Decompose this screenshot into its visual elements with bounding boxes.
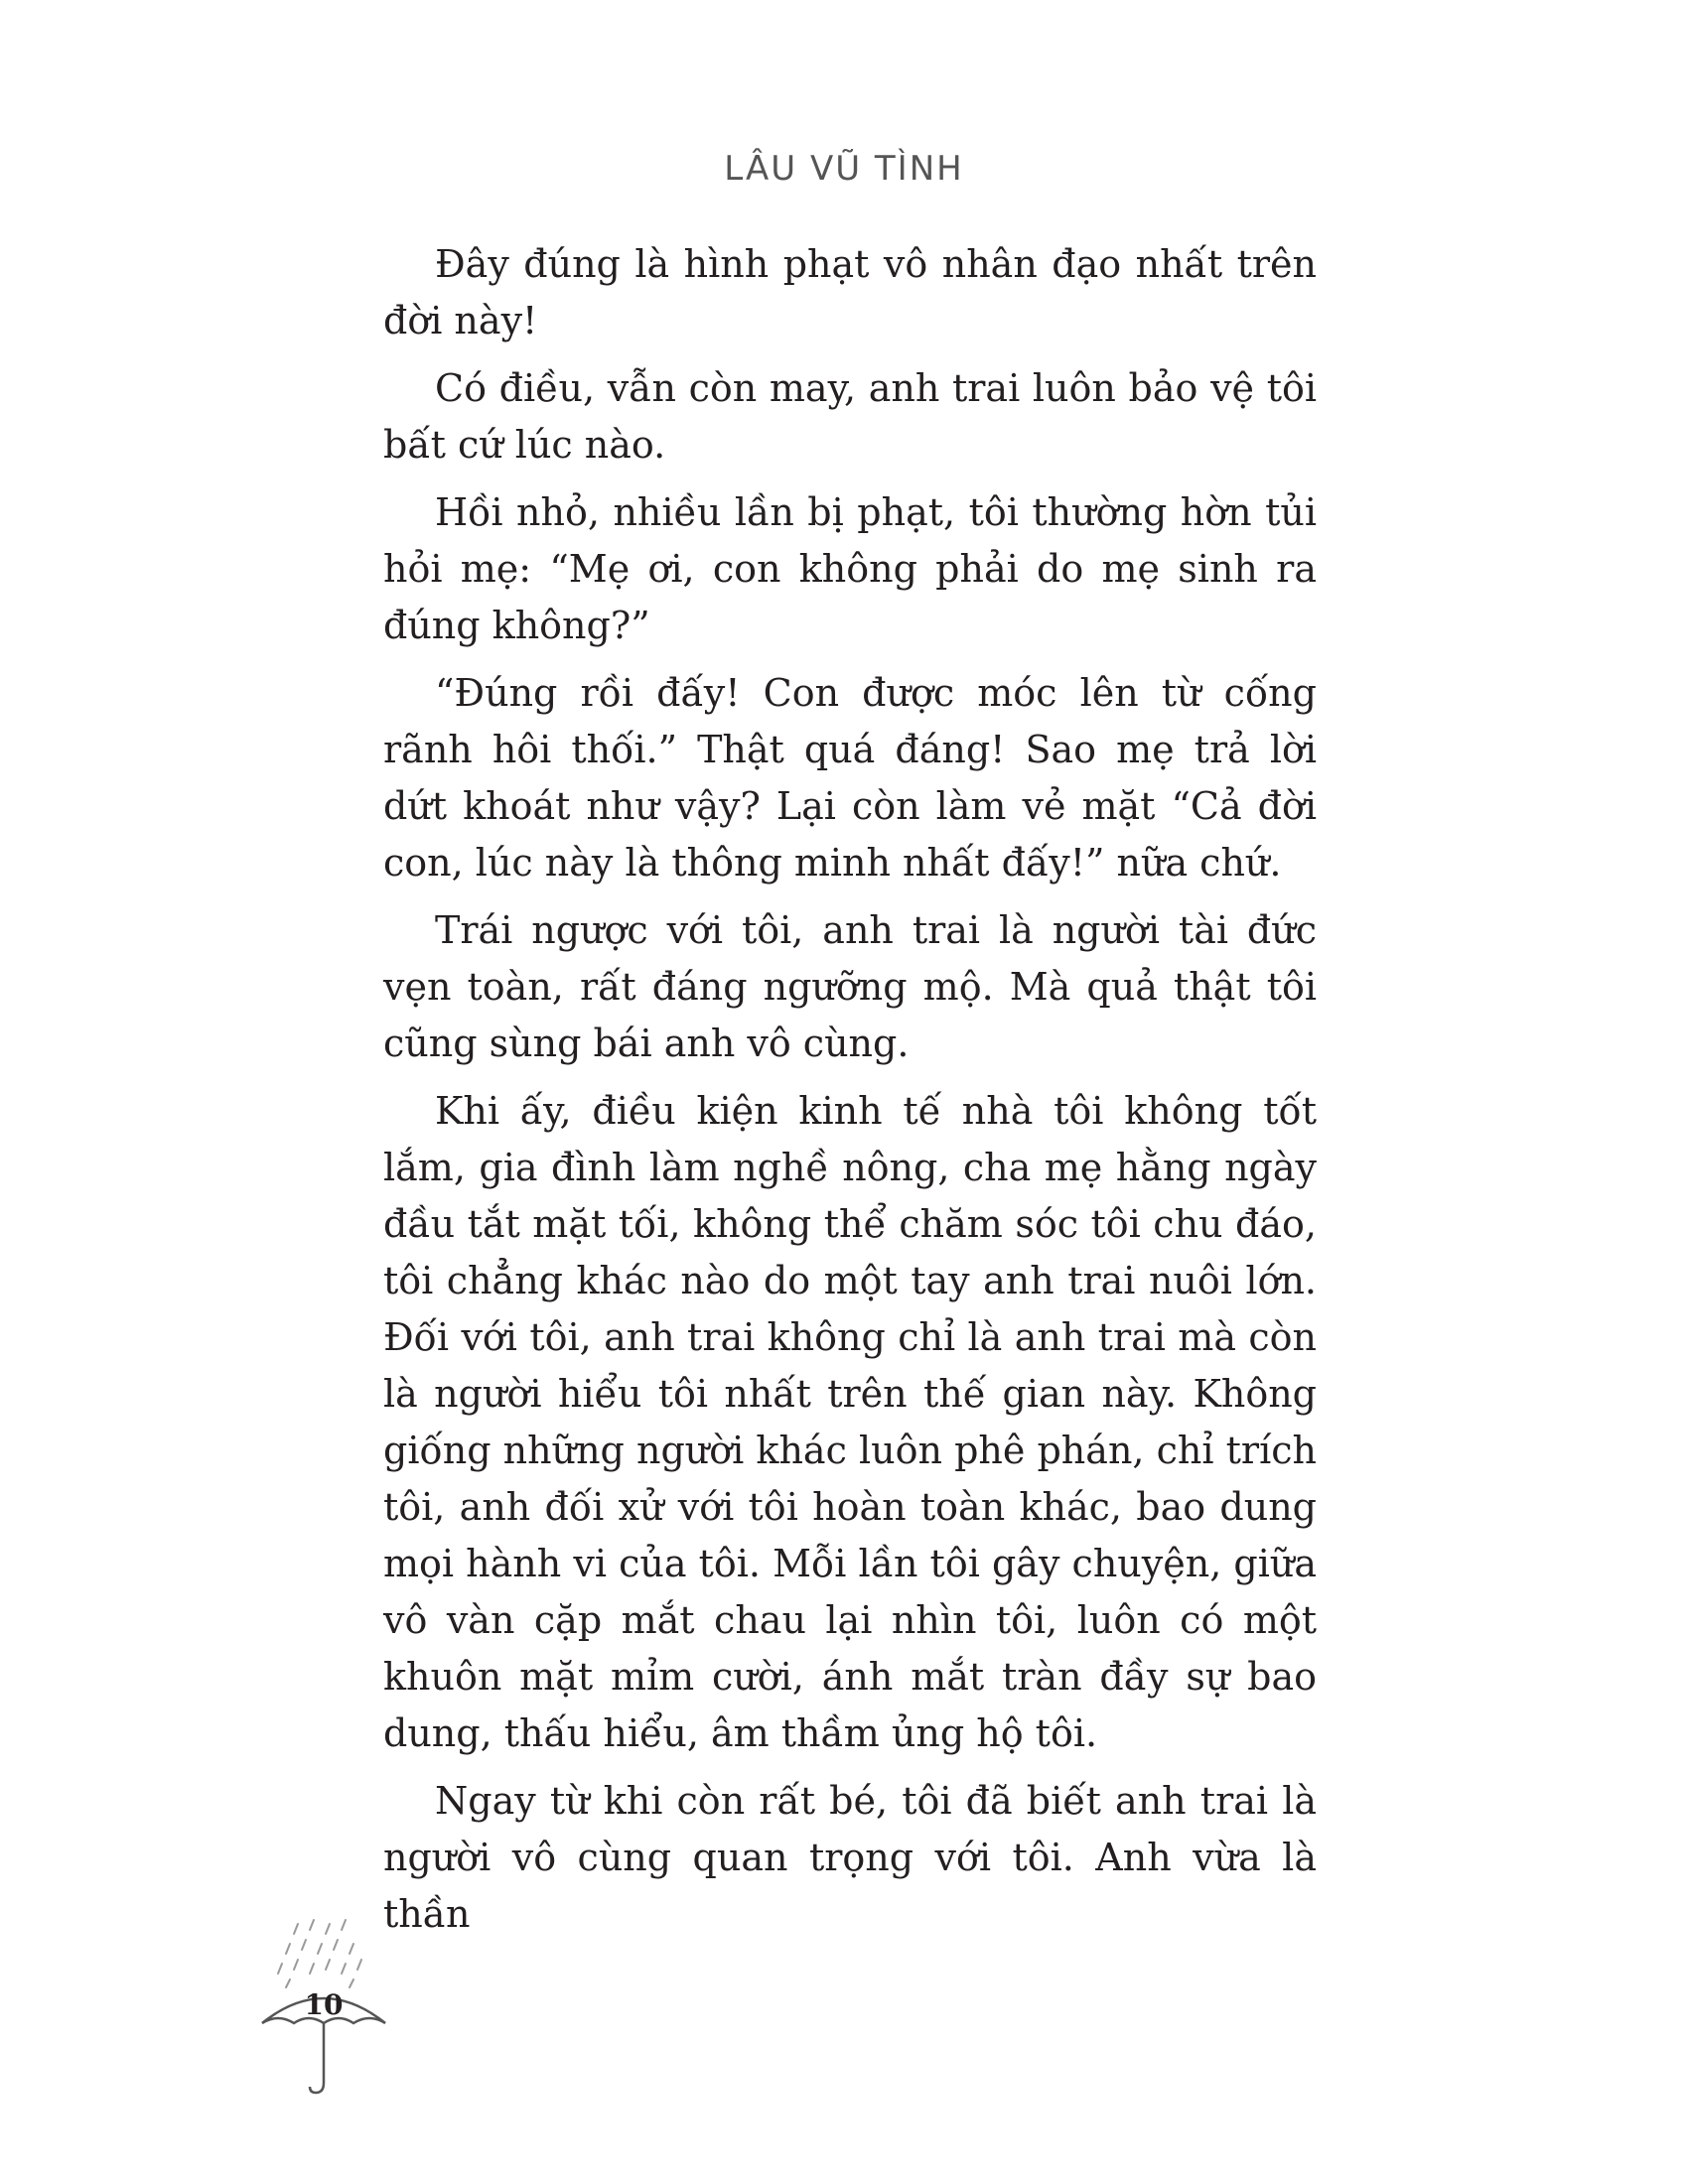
paragraph: “Đúng rồi đấy! Con được móc lên từ cống rãnh hôi thối.” Thật quá đáng! Sao mẹ trả lời dứt khoát như vậy? Lại còn làm vẻ mặt “Cả đời con, lúc này là thông minh nhất đấy!” nữa chứ. — [383, 671, 1317, 885]
paragraph: Ngay từ khi còn rất bé, tôi đã biết anh trai là người vô cùng quan trọng với tôi. Anh vừa là thần — [383, 1779, 1317, 1936]
paragraph: Khi ấy, điều kiện kinh tế nhà tôi không tốt lắm, gia đình làm nghề nông, cha mẹ hằng ngày đầu tắt mặt tối, không thể chăm sóc tôi chu đáo, tôi chẳng khác nào do một tay anh trai nuôi lớn. Đối với tôi, anh trai không chỉ là anh trai mà còn là người hiểu tôi nhất trên thế gian này. Không giống những người khác luôn phê phán, chỉ trích tôi, anh đối xử với tôi hoàn toàn khác, bao dung mọi hành vi của tôi. Mỗi lần tôi gây chuyện, giữa vô vàn cặp mắt chau lại nhìn tôi, luôn có một khuôn mặt mỉm cười, ánh mắt tràn đầy sự bao dung, thấu hiểu, âm thầm ủng hộ tôi. — [383, 1089, 1317, 1755]
page-number: 10 — [304, 1988, 344, 2021]
paragraph: Hồi nhỏ, nhiều lần bị phạt, tôi thường hờn tủi hỏi mẹ: “Mẹ ơi, con không phải do mẹ sinh ra đúng không?” — [383, 490, 1317, 647]
body-text — [383, 236, 1317, 1954]
paragraph: Trái ngược với tôi, anh trai là người tài đức vẹn toàn, rất đáng ngưỡng mộ. Mà quả thật tôi cũng sùng bái anh vô cùng. — [383, 908, 1317, 1065]
paragraph: Đây đúng là hình phạt vô nhân đạo nhất trên đời này! — [383, 242, 1317, 342]
rain-drops — [278, 1920, 361, 1987]
paragraph: Có điều, vẫn còn may, anh trai luôn bảo vệ tôi bất cứ lúc nào. — [383, 366, 1317, 467]
running-header: LÂU VŨ TÌNH — [724, 149, 964, 189]
